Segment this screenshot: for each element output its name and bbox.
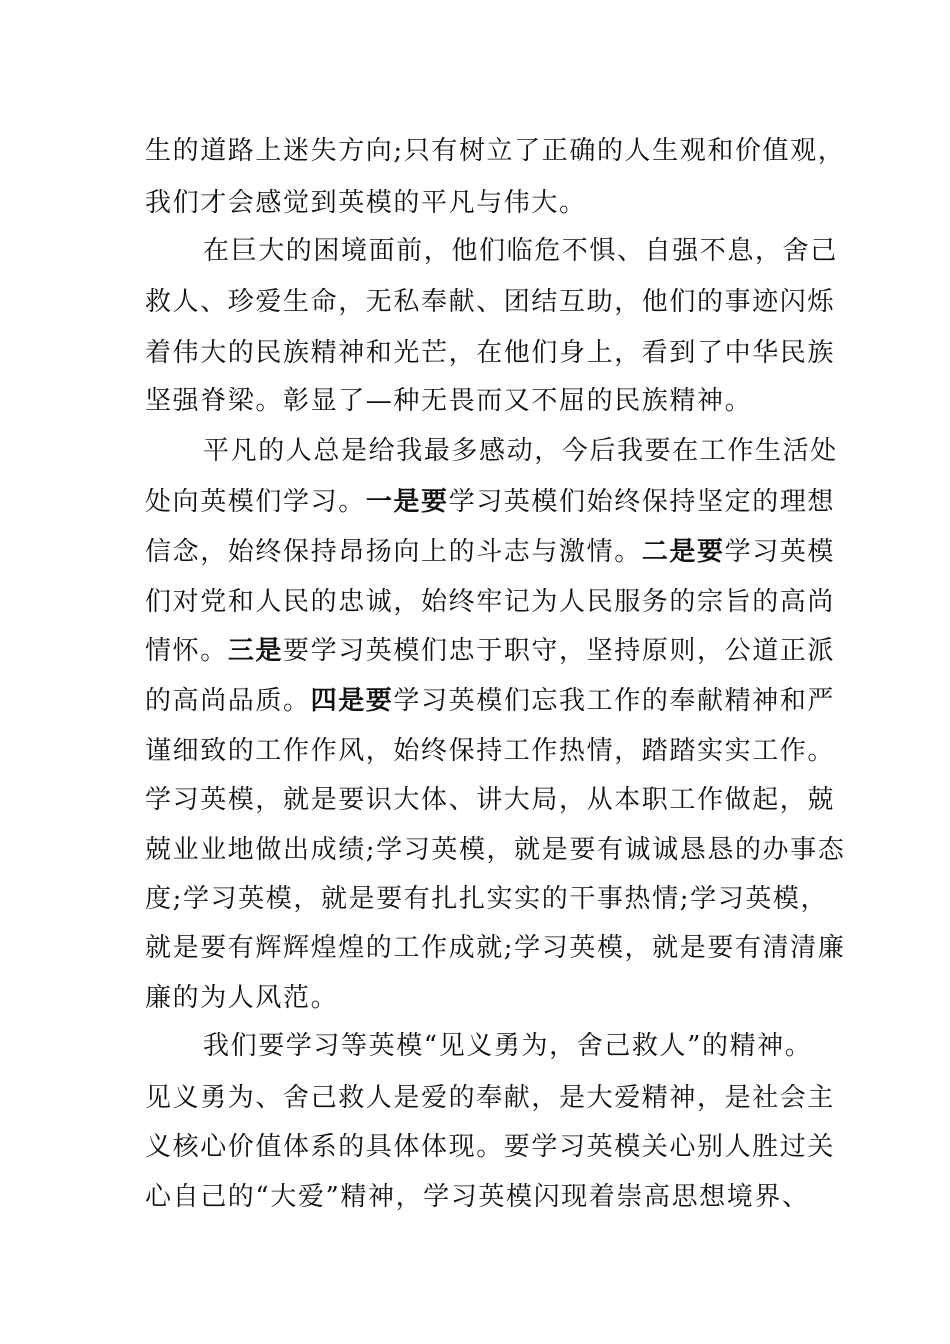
text-run: 生的道路上迷失方向;只有树立了正确的人生观和价值观， [145,136,846,166]
paragraph-first-line [203,225,863,277]
text-run: 情怀。 [145,636,228,666]
text-line [145,725,836,777]
text-line [145,972,805,1024]
text-line [145,177,805,229]
text-run: 学习英模 [724,537,836,567]
text-run: 处向英模们学习。 [145,487,366,517]
text-run: 们对党和人民的忠诚，始终牢记为人民服务的宗旨的高尚 [145,587,836,617]
text-line [145,125,846,177]
text-line [145,576,836,628]
text-line [145,1171,810,1223]
text-line [145,327,836,379]
bold-text-run: 三是 [227,636,284,666]
text-run: 兢业业地做出成绩;学习英模，就是要有诚诚恳恳的办事态 [145,835,846,865]
text-run: 心自己的“大爱”精神，学习英模闪现着崇高思想境界、 [145,1182,810,1212]
text-run: 要学习英模们忠于职守，坚持原则，公道正派 [283,636,836,666]
text-run: 我们要学习等英模“见义勇为，舍己救人”的精神。 [203,1031,813,1061]
text-run: 度;学习英模，就是要有扎扎实实的干事热情;学习英模， [145,884,829,914]
text-line [145,476,836,528]
text-run: 平凡的人总是给我最多感动，今后我要在工作生活处 [203,436,838,466]
text-run: 着伟大的民族精神和光芒，在他们身上，看到了中华民族 [145,338,836,368]
text-line [145,774,836,826]
text-run: 在巨大的困境面前，他们临危不惧、自强不息，舍己 [203,236,838,266]
text-run: 学习英模，就是要识大体、讲大局，从本职工作做起，兢 [145,785,836,815]
text-run: 学习英模们忘我工作的奉献精神和严 [393,686,836,716]
text-line [145,922,846,974]
text-line [145,824,846,876]
text-run: 谨细致的工作作风，始终保持工作热情，踏踏实实工作。 [145,736,836,766]
text-run: 的高尚品质。 [145,686,311,716]
text-line [145,526,836,578]
text-run: 我们才会感觉到英模的平凡与伟大。 [145,188,587,218]
text-line [145,625,836,677]
text-run: 廉的为人风范。 [145,983,339,1013]
bold-text-run: 二是要 [641,537,725,567]
text-line [145,1121,836,1173]
text-run: 学习英模们始终保持坚定的理想 [448,487,836,517]
text-run: 就是要有辉辉煌煌的工作成就;学习英模，就是要有清清廉 [145,933,846,963]
text-run: 救人、珍爱生命，无私奉献、团结互助，他们的事迹闪烁 [145,287,836,317]
bold-text-run: 一是要 [365,487,449,517]
text-run: 见义勇为、舍己救人是爱的奉献，是大爱精神，是社会主 [145,1083,836,1113]
text-run: 义核心价值体系的具体体现。要学习英模关心别人胜过关 [145,1132,836,1162]
bold-text-run: 四是要 [310,686,394,716]
paragraph-first-line [203,425,863,477]
text-line [145,375,805,427]
text-run: 信念，始终保持昂扬向上的斗志与激情。 [145,537,642,567]
text-run: 坚强脊梁。彰显了—种无畏而又不屈的民族精神。 [145,386,753,416]
text-line [145,1072,836,1124]
text-line [145,276,836,328]
text-line [145,873,829,925]
text-line [145,675,836,727]
paragraph-first-line [203,1020,863,1072]
